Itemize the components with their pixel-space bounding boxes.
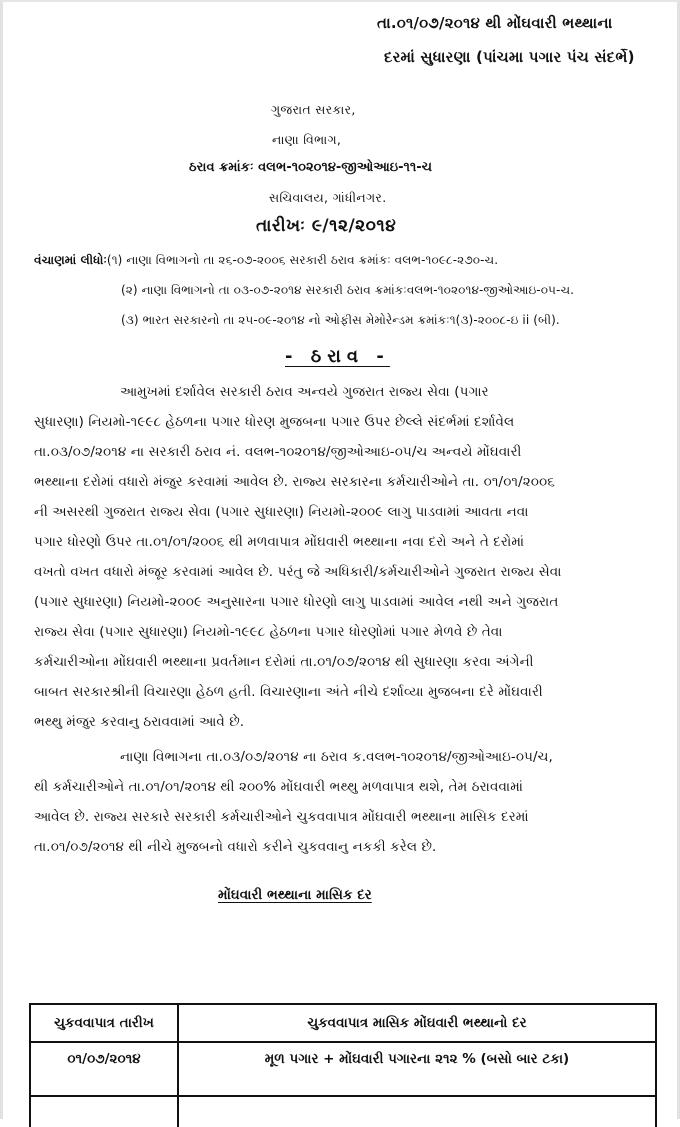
paragraph-1-line: બાબત સરકારશ્રીની વિચારણા હેઠળ હતી. વિચારણાના અંતે નીચે દર્શાવ્યા મુજબના દરે મોંઘવારી: [34, 685, 543, 700]
resolution-heading: - ઠરાવ -: [285, 346, 390, 367]
read-label: વંચાણમાં લીધોઃ: [34, 253, 107, 267]
paragraph-2-line: તા.૦૧/૦૭/૨૦૧૪ થી નીચે મુજબનો વધારો કરીને ચુકવવાનુ નકકી કરેલ છે.: [34, 840, 437, 855]
table-cell-rate: મૂળ પગાર + મોંઘવારી પગારના ૨૧૨ % (બસો બાર ટકા): [178, 1042, 656, 1096]
department-name: નાણા વિભાગ,: [272, 132, 342, 147]
allowance-rate-table: [29, 1003, 657, 1127]
paragraph-2-line: નાણા વિભાગના તા.૦૩/૦૭/૨૦૧૪ ના ઠરાવ ક.વલભ-૧૦૨૦૧૪/જીઓઆઇ-૦૫/ચ,: [120, 750, 553, 765]
resolution-date: તારીખઃ ૯/૧૨/૨૦૧૪: [256, 216, 397, 236]
document-title-line-2: દરમાં સુધારણા (પાંચમા પગાર પંચ સંદર્ભે): [384, 48, 635, 66]
document-title-line-1: તા.૦૧/૦૭/૨૦૧૪ થી મોંઘવારી ભથ્થાના: [377, 14, 613, 32]
paragraph-1-line: રાજ્ય સેવા (પગાર સુધારણા) નિયમો-૧૯૯૮ હેઠળના પગાર ધોરણોમાં પગાર મેળવે છે તેવા: [34, 625, 503, 640]
table-header-row: [30, 1004, 656, 1042]
column-header-date: ચુકવવાપાત્ર તારીખ: [30, 1004, 178, 1042]
paragraph-1-line: તા.૦૩/૦૭/૨૦૧૪ ના સરકારી ઠરાવ નં. વલભ-૧૦૨૦૧૪/જીઓઆઇ-૦૫/ચ અન્વયે મોંઘવારી: [34, 445, 522, 460]
paragraph-1-line: ભથ્થાના દરોમાં વધારો મંજુર કરવામાં આવેલ છે. રાજ્ય સરકારના કર્મચારીઓને તા. ૦૧/૦૧/૨૦૦૬: [34, 475, 555, 490]
paragraph-1-line: પગાર ધોરણો ઉપર તા.૦૧/૦૧/૨૦૦૬ થી મળવાપાત્ર મોંઘવારી ભથ્થાના નવા દરો અને તે દરોમાં: [34, 535, 525, 550]
read-item-1: (૧) નાણા વિભાગનો તા ૨૬-૦૭-૨૦૦૬ સરકારી ઠરાવ ક્રમાંકઃ વલભ-૧૦૯૮-૨૭૦-ચ.: [106, 253, 499, 267]
table-row: [30, 1042, 656, 1096]
government-name: ગુજરાત સરકાર,: [271, 102, 356, 117]
paragraph-2-line: થી કર્મચારીઓને તા.૦૧/૦૧/૨૦૧૪ થી ૨૦૦% મોંઘવારી ભથ્થુ મળવાપાત્ર થશે, તેમ ઠરાવવામાં: [34, 780, 524, 795]
paragraph-1-line: વખતો વખત વધારો મંજૂર કરવામાં આવેલ છે. પરંતુ જે અધિકારી/કર્મચારીઓને ગુજરાત રાજ્ય સેવા: [34, 565, 562, 580]
table-cell-empty: [178, 1096, 656, 1127]
table-row-empty: [30, 1096, 656, 1127]
paragraph-1-line: ની અસરથી ગુજરાત રાજ્ય સેવા (પગાર સુધારણા) નિયમો-૨૦૦૯ લાગુ પાડવામાં આવતા નવા: [34, 505, 529, 520]
table-cell-date: ૦૧/૦૭/૨૦૧૪: [30, 1042, 178, 1096]
read-reference-1: [34, 253, 498, 268]
paragraph-1-line: ભથ્થુ મંજુર કરવાનુ ઠરાવવામાં આવે છે.: [34, 715, 245, 730]
table-heading: મોંઘવારી ભથ્થાના માસિક દર: [218, 887, 372, 903]
read-item-3: (૩) ભારત સરકારનો તા ૨૫-૦૯-૨૦૧૪ નો ઓફીસ મેમોરેન્ડમ ક્રમાંકઃ૧(૩)-૨૦૦૮-ઇ ii (બી).: [121, 313, 560, 327]
column-header-rate: ચુકવવાપાત્ર માસિક મોંઘવારી ભથ્થાનો દર: [178, 1004, 656, 1042]
paragraph-2-line: આવેલ છે. રાજ્ય સરકારે સરકારી કર્મચારીઓને ચુકવવાપાત્ર મોંઘવારી ભથ્થાના માસિક દરમાં: [34, 810, 529, 825]
table-cell-empty: [30, 1096, 178, 1127]
secretariat-location: સચિવાલય, ગાંધીનગર.: [269, 190, 387, 205]
paragraph-1-line: આમુખમાં દર્શાવેલ સરકારી ઠરાવ અન્વયે ગુજરાત રાજ્ય સેવા (પગાર: [120, 385, 489, 400]
paragraph-1-line: (પગાર સુધારણા) નિયમો-૨૦૦૯ અનુસારના પગાર ધોરણો લાગુ પાડવામાં આવેલ નથી અને ગુજરાત: [34, 595, 559, 610]
paragraph-1-line: સુધારણા) નિયમો-૧૯૯૮ હેઠળના પગાર ધોરણ મુજબના પગાર ઉપર છેલ્લે સંદર્ભમાં દર્શાવેલ: [34, 415, 515, 430]
read-item-2: (૨) નાણા વિભાગનો તા ૦૩-૦૭-૨૦૧૪ સરકારી ઠરાવ ક્રમાંકઃવલભ-૧૦૨૦૧૪-જીઓઆઇ-૦૫-ચ.: [121, 283, 575, 297]
paragraph-1-line: કર્મચારીઓના મોંઘવારી ભથ્થાના પ્રવર્તમાન દરોમાં તા.૦૧/૦૭/૨૦૧૪ થી સુધારણા કરવા અંગેની: [34, 655, 534, 670]
resolution-number: ઠરાવ ક્રમાંકઃ વલભ-૧૦૨૦૧૪-જીઓઆઇ-૧૧-ચ: [189, 160, 433, 175]
